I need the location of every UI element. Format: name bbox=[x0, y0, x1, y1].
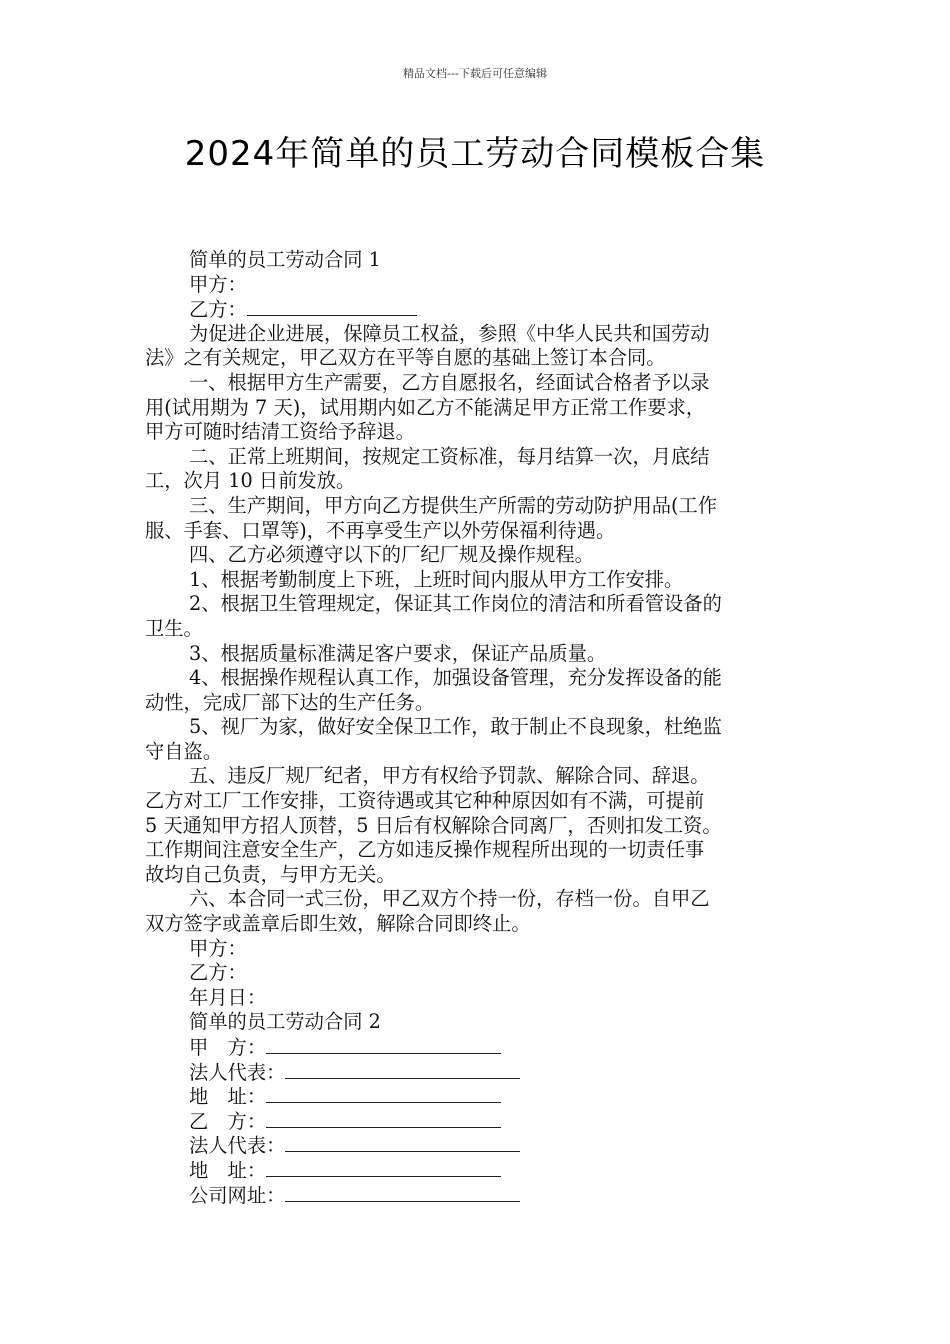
paragraph-first-line: 三、生产期间，甲方向乙方提供生产所需的劳动防护用品(工作 bbox=[189, 493, 718, 517]
paragraph-line: 动性，完成厂部下达的生产任务。 bbox=[145, 690, 435, 714]
contract2-field bbox=[145, 1158, 807, 1183]
paragraph-line: 乙方对工厂工作安排，工资待遇或其它种种原因如有不满，可提前 bbox=[145, 789, 705, 813]
contract2-field bbox=[145, 1084, 807, 1109]
paragraph-line: 5 天通知甲方招人顶替，5 日后有权解除合同离厂，否则扣发工资。 bbox=[145, 813, 722, 837]
paragraph bbox=[145, 666, 807, 715]
paragraph bbox=[145, 568, 807, 593]
paragraph-line: 工作期间注意安全生产，乙方如违反操作规程所出现的一切责任事 bbox=[145, 838, 705, 862]
paragraph-line: 法》之有关规定，甲乙双方在平等自愿的基础上签订本合同。 bbox=[145, 346, 666, 370]
field-blank bbox=[285, 1133, 520, 1152]
field-blank bbox=[285, 1183, 520, 1202]
field-blank bbox=[266, 1109, 501, 1128]
paragraph-first-line: 5、视厂为家，做好安全保卫工作，敢于制止不良现象，杜绝监 bbox=[189, 715, 722, 739]
paragraph-line: 双方签字或盖章后即生效，解除合同即终止。 bbox=[145, 912, 531, 936]
field-blank bbox=[266, 1084, 501, 1103]
paragraph-line: 工，次月 10 日前发放。 bbox=[145, 469, 356, 493]
paragraph bbox=[145, 642, 807, 667]
paragraph-first-line: 二、正常上班期间，按规定工资标准，每月结算一次，月底结 bbox=[189, 444, 710, 468]
contract2-field bbox=[145, 1060, 807, 1085]
contract1-paragraphs bbox=[145, 322, 807, 937]
paragraph-line: 卫生。 bbox=[145, 616, 203, 640]
field-label: 甲 方： bbox=[189, 1036, 267, 1059]
paragraph-first-line: 4、根据操作规程认真工作，加强设备管理，充分发挥设备的能 bbox=[189, 666, 722, 690]
paragraph bbox=[145, 715, 807, 764]
paragraph-first-line: 2、根据卫生管理规定，保证其工作岗位的清洁和所看管设备的 bbox=[189, 592, 722, 616]
field-blank bbox=[266, 1158, 501, 1177]
contract1-party-a bbox=[145, 273, 807, 298]
sign-party-a: 甲方： bbox=[189, 936, 247, 960]
field-label: 公司网址： bbox=[189, 1183, 286, 1207]
paragraph-first-line: 五、违反厂规厂纪者，甲方有权给予罚款、解除合同、辞退。 bbox=[189, 764, 710, 788]
contract2-field bbox=[145, 1183, 807, 1208]
party-b-label: 乙方： bbox=[189, 298, 247, 322]
paragraph-first-line: 为促进企业进展，保障员工权益，参照《中华人民共和国劳动 bbox=[189, 321, 710, 345]
paragraph-line: 守自盗。 bbox=[145, 739, 223, 763]
contract1-party-b bbox=[145, 297, 807, 322]
document-title: 2024年简单的员工劳动合同模板合集 bbox=[184, 134, 766, 174]
sign-date: 年月日： bbox=[189, 985, 267, 1009]
party-a-label: 甲方： bbox=[189, 272, 247, 296]
contract2-field bbox=[145, 1133, 807, 1158]
field-blank bbox=[285, 1060, 520, 1079]
contract2-field bbox=[145, 1109, 807, 1134]
contract2-heading: 简单的员工劳动合同 2 bbox=[189, 1010, 381, 1034]
field-label: 法人代表： bbox=[189, 1060, 286, 1084]
party-b-blank bbox=[247, 297, 417, 316]
paragraph-line: 服、手套、口罩等)，不再享受生产以外劳保福利待遇。 bbox=[145, 518, 616, 542]
paragraph-first-line: 一、根据甲方生产需要，乙方自愿报名，经面试合格者予以录 bbox=[189, 370, 710, 394]
field-label: 法人代表： bbox=[189, 1134, 286, 1158]
paragraph bbox=[145, 445, 807, 494]
paragraph-line: 甲方可随时结清工资给予辞退。 bbox=[145, 420, 415, 444]
paragraph-first-line: 1、根据考勤制度上下班，上班时间内服从甲方工作安排。 bbox=[189, 567, 684, 591]
paragraph bbox=[145, 887, 807, 936]
contract2-field bbox=[145, 1035, 807, 1060]
paragraph bbox=[145, 322, 807, 371]
paragraph bbox=[145, 371, 807, 445]
paragraph-first-line: 六、本合同一式三份，甲乙双方个持一份，存档一份。自甲乙 bbox=[189, 887, 710, 911]
contract1-heading: 简单的员工劳动合同 1 bbox=[189, 248, 381, 271]
paragraph bbox=[145, 494, 807, 543]
field-label: 地 址： bbox=[189, 1085, 267, 1109]
contract2-fields bbox=[145, 1035, 807, 1207]
paragraph bbox=[145, 764, 807, 887]
paragraph bbox=[145, 592, 807, 641]
paragraph-first-line: 3、根据质量标准满足客户要求，保证产品质量。 bbox=[189, 641, 607, 665]
document-body bbox=[145, 248, 807, 1207]
paragraph-line: 用(试用期为 7 天)，试用期内如乙方不能满足甲方正常工作要求， bbox=[145, 395, 706, 419]
header-note: 精品文档---下载后可任意编辑 bbox=[403, 67, 547, 80]
field-blank bbox=[266, 1035, 501, 1054]
paragraph-line: 故均自己负责，与甲方无关。 bbox=[145, 862, 396, 886]
paragraph-first-line: 四、乙方必须遵守以下的厂纪厂规及操作规程。 bbox=[189, 543, 594, 567]
sign-party-b: 乙方： bbox=[189, 961, 247, 985]
field-label: 乙 方： bbox=[189, 1109, 267, 1133]
paragraph bbox=[145, 543, 807, 568]
field-label: 地 址： bbox=[189, 1158, 267, 1182]
